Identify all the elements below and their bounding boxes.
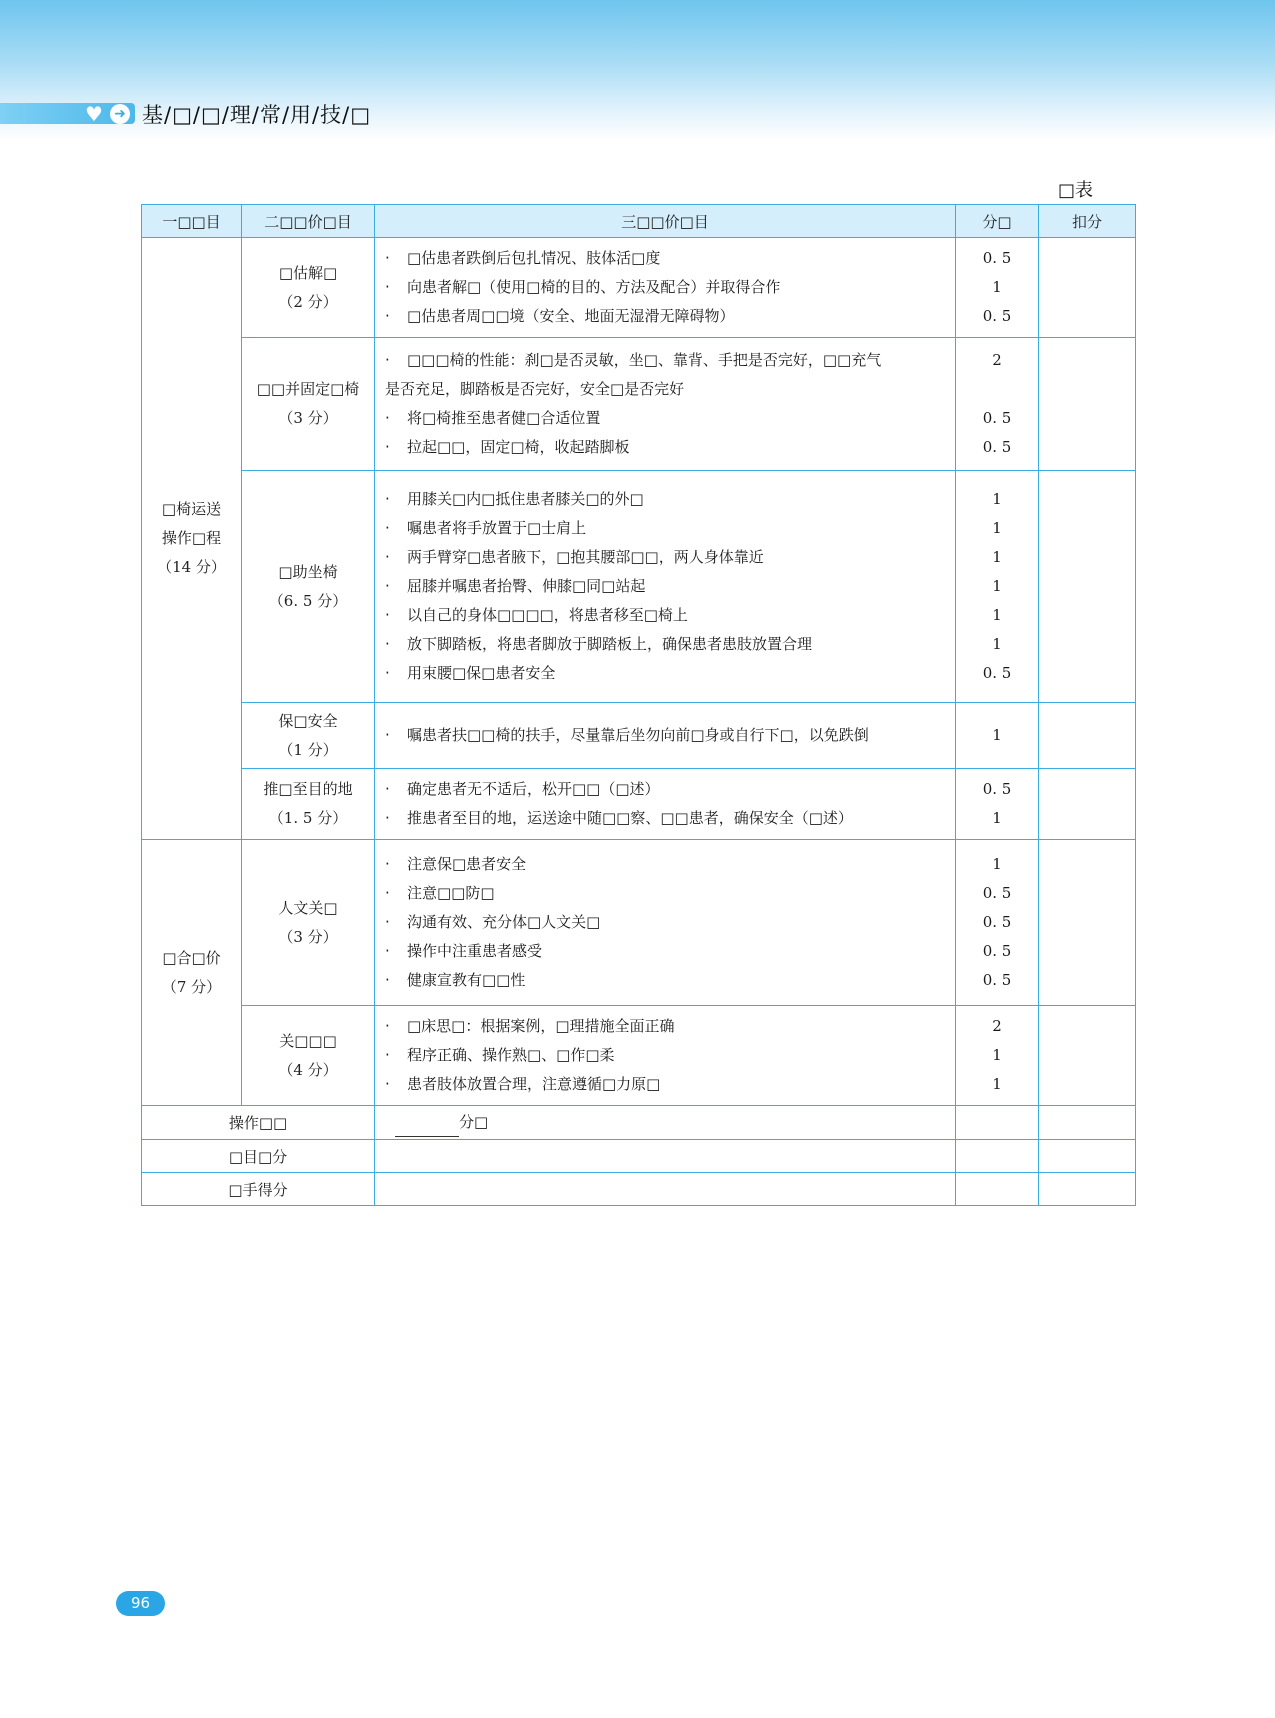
table-row xyxy=(142,471,1136,703)
group-name: □助坐椅 xyxy=(278,562,338,581)
criteria-item: · □估患者跌倒后包扎情况、肢体活□度 xyxy=(385,244,945,273)
group-cell xyxy=(242,703,375,769)
bullet: · xyxy=(385,942,390,960)
score-cell xyxy=(956,238,1039,338)
criteria-cell xyxy=(375,238,956,338)
final-label: □手得分 xyxy=(142,1173,375,1206)
group-cell xyxy=(242,471,375,703)
bullet: · xyxy=(385,438,390,456)
op-time-score xyxy=(956,1106,1039,1140)
criteria-item: · 两手臂穿□患者腋下，□抱其腰部□□，两人身体靠近 xyxy=(385,543,945,572)
score-value: 0. 5 xyxy=(982,664,1012,682)
criteria-cell xyxy=(375,840,956,1006)
criteria-item: · □床思□：根据案例，□理措施全面正确 xyxy=(385,1012,945,1041)
bullet: · xyxy=(385,519,390,537)
criteria-item: · 推患者至目的地，运送途中随□□察、□□患者，确保安全（□述） xyxy=(385,804,945,833)
score-value: 1 xyxy=(992,606,1002,624)
bullet: · xyxy=(385,351,390,369)
criteria-item: · 以自己的身体□□□□，将患者移至□椅上 xyxy=(385,601,945,630)
score-value: 1 xyxy=(992,809,1002,827)
criteria-item-continued: 是否充足，脚踏板是否完好，安全□是否完好 xyxy=(385,380,685,398)
arrow-right-icon: ➜ xyxy=(110,104,130,124)
score-value: 1 xyxy=(992,1046,1002,1064)
table-row xyxy=(142,1006,1136,1106)
criteria-item: · 屈膝并嘱患者抬臀、伸膝□同□站起 xyxy=(385,572,945,601)
criteria-item: · 操作中注重患者感受 xyxy=(385,937,945,966)
criteria-item: · 嘱患者将手放置于□士肩上 xyxy=(385,514,945,543)
table-row-total xyxy=(142,1140,1136,1173)
bullet: · xyxy=(385,664,390,682)
bullet: · xyxy=(385,577,390,595)
score-value: 1 xyxy=(992,1075,1002,1093)
table-row xyxy=(142,840,1136,1006)
score-value: 1 xyxy=(992,548,1002,566)
section2-label: □合□价 xyxy=(162,948,221,967)
score-value: 0. 5 xyxy=(982,307,1012,325)
section1-points: （14 分） xyxy=(157,558,226,576)
criteria-item: · 放下脚踏板，将患者脚放于脚踏板上，确保患者患肢放置合理 xyxy=(385,630,945,659)
score-cell xyxy=(956,703,1039,769)
bullet: · xyxy=(385,548,390,566)
table-header-row xyxy=(142,205,1136,238)
score-value: 0. 5 xyxy=(982,913,1012,931)
score-cell xyxy=(956,1006,1039,1106)
criteria-item: · 健康宣教有□□性 xyxy=(385,966,945,995)
score-value: 1 xyxy=(992,635,1002,653)
criteria-item: · 沟通有效、充分体□人文关□ xyxy=(385,908,945,937)
group-name: 关□□□ xyxy=(279,1031,337,1050)
page-number: 96 xyxy=(116,1591,165,1616)
group-cell xyxy=(242,238,375,338)
bullet: · xyxy=(385,1017,390,1035)
group-points: （3 分） xyxy=(278,409,338,427)
score-cell xyxy=(956,840,1039,1006)
criteria-item: · 程序正确、操作熟□、□作□柔 xyxy=(385,1041,945,1070)
group-points: （1. 5 分） xyxy=(268,809,348,827)
bullet: · xyxy=(385,1046,390,1064)
group-cell xyxy=(242,840,375,1006)
bullet: · xyxy=(385,913,390,931)
score-value: 0. 5 xyxy=(982,884,1012,902)
table-caption: □表 xyxy=(1058,180,1094,201)
criteria-item: · 注意保□患者安全 xyxy=(385,850,945,879)
op-time-deduction[interactable] xyxy=(1039,1106,1136,1140)
score-value: 1 xyxy=(992,726,1002,744)
col-header-deduction: 扣分 xyxy=(1039,205,1136,238)
deduction-cell[interactable] xyxy=(1039,471,1136,703)
score-cell xyxy=(956,338,1039,471)
deduction-cell[interactable] xyxy=(1039,338,1136,471)
deduction-cell[interactable] xyxy=(1039,238,1136,338)
score-value: 0. 5 xyxy=(982,438,1012,456)
criteria-cell xyxy=(375,1006,956,1106)
bullet: · xyxy=(385,884,390,902)
criteria-cell xyxy=(375,769,956,840)
op-time-blank[interactable] xyxy=(395,1118,459,1137)
table-row xyxy=(142,703,1136,769)
group-cell xyxy=(242,769,375,840)
section1-cell xyxy=(142,238,242,840)
group-name: 保□安全 xyxy=(278,711,338,730)
table-row xyxy=(142,238,1136,338)
final-score xyxy=(956,1173,1039,1206)
heart-icon: ♥ xyxy=(85,102,103,126)
score-value: 2 xyxy=(992,1017,1002,1035)
criteria-cell xyxy=(375,338,956,471)
score-value: 0. 5 xyxy=(982,780,1012,798)
criteria-item: · 拉起□□，固定□椅，收起踏脚板 xyxy=(385,433,945,462)
bullet: · xyxy=(385,278,390,296)
section2-cell xyxy=(142,840,242,1106)
table-row-op-time xyxy=(142,1106,1136,1140)
op-time-unit: 分□ xyxy=(459,1113,489,1131)
section2-points: （7 分） xyxy=(161,977,222,996)
criteria-item: · 向患者解□（使用□椅的目的、方法及配合）并取得合作 xyxy=(385,273,945,302)
col-header-level3: 三□□价□目 xyxy=(375,205,956,238)
group-cell xyxy=(242,338,375,471)
bullet: · xyxy=(385,855,390,873)
bullet: · xyxy=(385,249,390,267)
score-cell xyxy=(956,471,1039,703)
bullet: · xyxy=(385,409,390,427)
total-deduction[interactable] xyxy=(1039,1140,1136,1173)
group-name: □估解□ xyxy=(278,263,338,282)
deduction-cell[interactable] xyxy=(1039,769,1136,840)
bullet: · xyxy=(385,635,390,653)
total-score xyxy=(956,1140,1039,1173)
group-points: （2 分） xyxy=(278,292,338,311)
col-header-score: 分□ xyxy=(956,205,1039,238)
col-header-level2: 二□□价□目 xyxy=(242,205,375,238)
table-row xyxy=(142,769,1136,840)
table-row xyxy=(142,338,1136,471)
deduction-cell[interactable] xyxy=(1039,703,1136,769)
final-value-cell[interactable] xyxy=(375,1173,956,1206)
section1-label2: 操作□程 xyxy=(161,529,222,547)
score-value: 0. 5 xyxy=(982,971,1012,989)
table-row-final xyxy=(142,1173,1136,1206)
group-points: （6. 5 分） xyxy=(268,591,348,610)
criteria-cell xyxy=(375,471,956,703)
bullet: · xyxy=(385,490,390,508)
criteria-cell xyxy=(375,703,956,769)
group-points: （1 分） xyxy=(278,740,338,759)
section1-label: □椅运送 xyxy=(161,500,222,518)
criteria-item: · 将□椅推至患者健□合适位置 xyxy=(385,404,945,433)
total-label: □目□分 xyxy=(142,1140,375,1173)
score-value: 1 xyxy=(992,577,1002,595)
bullet: · xyxy=(385,307,390,325)
criteria-item: · 确定患者无不适后，松开□□（□述） xyxy=(385,775,945,804)
criteria-item: · 注意□□防□ xyxy=(385,879,945,908)
op-time-label: 操作□□ xyxy=(142,1106,375,1140)
group-name: 推□至目的地 xyxy=(263,780,353,798)
deduction-cell[interactable] xyxy=(1039,840,1136,1006)
final-deduction[interactable] xyxy=(1039,1173,1136,1206)
score-value: 0. 5 xyxy=(982,249,1012,267)
score-value: 0. 5 xyxy=(982,409,1012,427)
bullet: · xyxy=(385,726,390,744)
bullet: · xyxy=(385,1075,390,1093)
criteria-item: · 用束腰□保□患者安全 xyxy=(385,659,945,688)
score-value: 1 xyxy=(992,490,1002,508)
criteria-item: · □估患者周□□境（安全、地面无湿滑无障碍物） xyxy=(385,302,945,331)
score-cell xyxy=(956,769,1039,840)
score-value: 2 xyxy=(992,351,1002,369)
group-points: （4 分） xyxy=(278,1060,338,1079)
group-name: 人文关□ xyxy=(278,898,338,917)
score-spacer xyxy=(956,375,1038,404)
criteria-item: · 患者肢体放置合理，注意遵循□力原□ xyxy=(385,1070,945,1099)
bullet: · xyxy=(385,809,390,827)
op-time-cell xyxy=(375,1106,956,1140)
criteria-item: · 嘱患者扶□□椅的扶手，尽量靠后坐勿向前□身或自行下□，以免跌倒 xyxy=(385,721,945,750)
bullet: · xyxy=(385,780,390,798)
group-points: （3 分） xyxy=(278,927,338,946)
deduction-cell[interactable] xyxy=(1039,1006,1136,1106)
score-value: 1 xyxy=(992,519,1002,537)
score-value: 1 xyxy=(992,278,1002,296)
score-value: 1 xyxy=(992,855,1002,873)
col-header-level1: 一□□目 xyxy=(142,205,242,238)
group-name: □□并固定□椅 xyxy=(256,380,360,398)
scoring-table xyxy=(141,204,1136,1206)
book-title: 基/□/□/理/常/用/技/□ xyxy=(142,103,372,127)
bullet: · xyxy=(385,606,390,624)
criteria-item: · □□□椅的性能：刹□是否灵敏，坐□、靠背、手把是否完好，□□充气 xyxy=(385,346,945,375)
score-value: 0. 5 xyxy=(982,942,1012,960)
group-cell xyxy=(242,1006,375,1106)
bullet: · xyxy=(385,971,390,989)
criteria-item: · 用膝关□内□抵住患者膝关□的外□ xyxy=(385,485,945,514)
total-value-cell[interactable] xyxy=(375,1140,956,1173)
